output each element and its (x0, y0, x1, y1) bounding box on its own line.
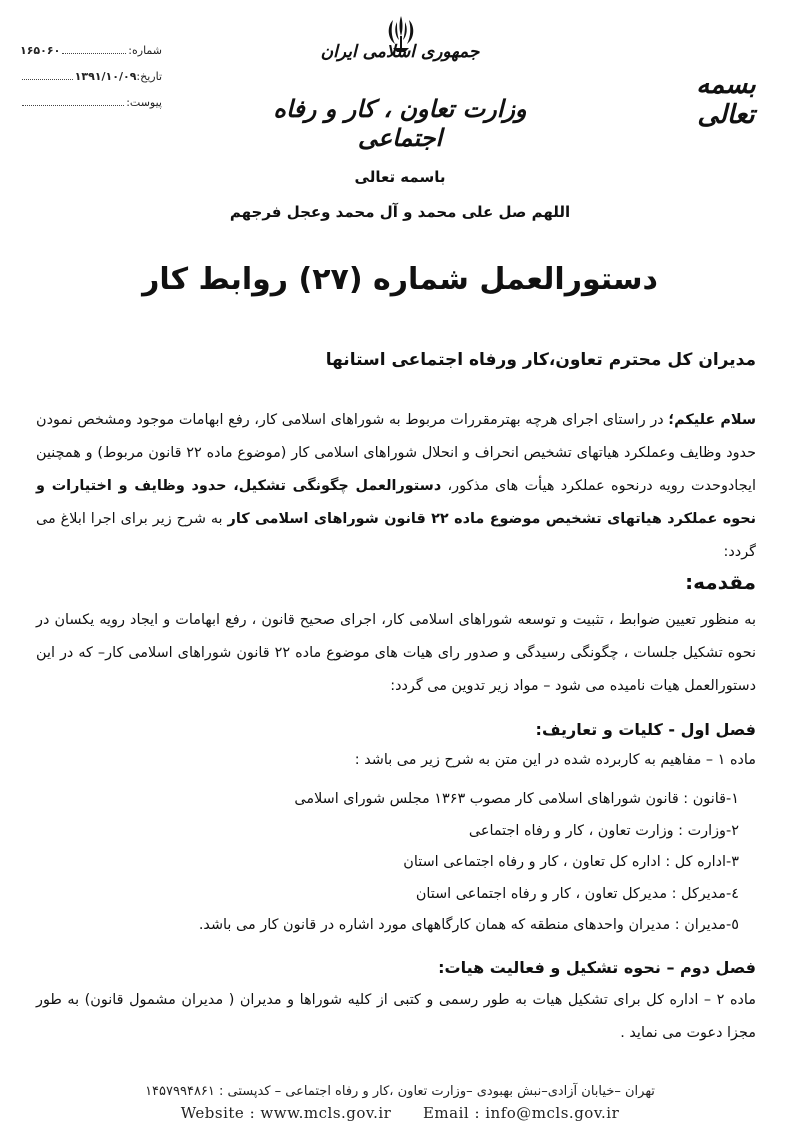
intro-text-1: در راستای اجرای هرچه بهترمقررات مربوط به شوراهای اسلامی کار، رفع ابهامات موجود ومشخص نمودن حدود وظایف وعملکرد هیاتهای تشخیص انحراف و انحلال شوراهای اسلامی کار (موضوع ماده ۲۲ قانون مربوط) و همچنین ایجادوحدت رویه درنحوه عملکرد هیأت های مذکور، (36, 412, 757, 494)
letter-number-row (20, 44, 162, 57)
definitions-list (36, 784, 756, 942)
salawat: اللهم صل علی محمد و آل محمد وعجل فرجهم (229, 203, 571, 221)
letter-number-label: شماره: (128, 44, 162, 57)
list-item: ۳-اداره کل : اداره کل تعاون ، کار و رفاه اجتماعی استان (403, 854, 739, 870)
letter-number-value: ۱۶۵۰۶۰ (20, 44, 61, 57)
list-item: ٤-مدیرکل : مدیرکل تعاون ، کار و رفاه اجتماعی استان (415, 885, 739, 902)
article2-text: ماده ۲ – اداره کل برای تشکیل هیات به طور رسمی و کتبی از کلیه شوراها و مدیران ( مدیران مشمول قانون) به طور مجزا دعوت می نماید . (36, 992, 756, 1041)
letter-date-row (20, 70, 162, 83)
list-item: ۱-قانون : قانون شوراهای اسلامی کار مصوب ۱۳۶۳ مجلس شورای اسلامی (294, 791, 739, 807)
greeting: سلام علیکم؛ (668, 412, 756, 428)
letter-attachment-label: پیوست: (126, 96, 162, 109)
ministry-name: وزارت تعاون ، کار و رفاه اجتماعی (273, 94, 527, 152)
instruction-title: دستورالعمل چگونگی تشکیل، حدود وظایف و اختیارات و نحوه عملکرد هیاتهای تشخیص موضوع ماده ۲۲ قانون شوراهای اسلامی کار (36, 478, 756, 527)
article1-text: ماده ۱ – مفاهیم به کاربرده شده در این متن به شرح زیر می باشد : (354, 752, 756, 768)
addressee: مدیران کل محترم تعاون،کار ورفاه اجتماعی استانها (325, 350, 756, 370)
letter-date-label: تاریخ: (136, 70, 162, 83)
list-item: ٥-مدیران : مدیران واحدهای منطقه که همان کارگاههای مورد اشاره در قانون کار می باشد. (198, 917, 739, 933)
bismillah-calligraphy: بسمه تعالی (696, 70, 756, 130)
intro-text-2: به شرح زیر برای اجرا ابلاغ می گردد: (36, 511, 756, 560)
chapter1-heading: فصل اول - کلیات و تعاریف: (535, 720, 756, 739)
bismillah: باسمه تعالی (354, 168, 446, 186)
muqadama-paragraph: به منظور تعیین ضوابط ، تثبیت و توسعه شوراهای اسلامی کار، اجرای صحیح قانون ، رفع ابهامات و ایجاد رویه یکسان در نحوه تشکیل جلسات ، چگونگی رسیدگی و صدور رای هیات های موضوع ماده ۲۲ قانون شوراهای اسلامی کار– که در این دستورالعمل هیات نامیده می شود – مواد زیر تدوین می گردد: (36, 612, 757, 694)
footer-address: تهران –خیابان آزادی–نبش بهبودی –وزارت تعاون ،کار و رفاه اجتماعی – کدپستی : ۱۴۵۷۹۹۴۸۶۱ (145, 1084, 655, 1099)
page-title: دستورالعمل شماره (۲۷) روابط کار (142, 262, 658, 297)
chapter2-heading: فصل دوم – نحوه تشکیل و فعالیت هیات: (438, 958, 756, 977)
intro-paragraph (36, 404, 756, 569)
muqadama-heading: مقدمه: (685, 570, 756, 594)
letter-attachment-row (20, 96, 162, 109)
list-item: ۲-وزارت : وزارت تعاون ، کار و رفاه اجتماعی (468, 822, 739, 839)
footer-contact: Website : www.mcls.gov.ir Email : info@mcls.gov.ir (180, 1104, 620, 1122)
letter-date-value: ۱۳۹۱/۱۰/۰۹ (74, 70, 137, 83)
ministry-country-name: جمهوری اسلامی ایران (320, 42, 480, 62)
